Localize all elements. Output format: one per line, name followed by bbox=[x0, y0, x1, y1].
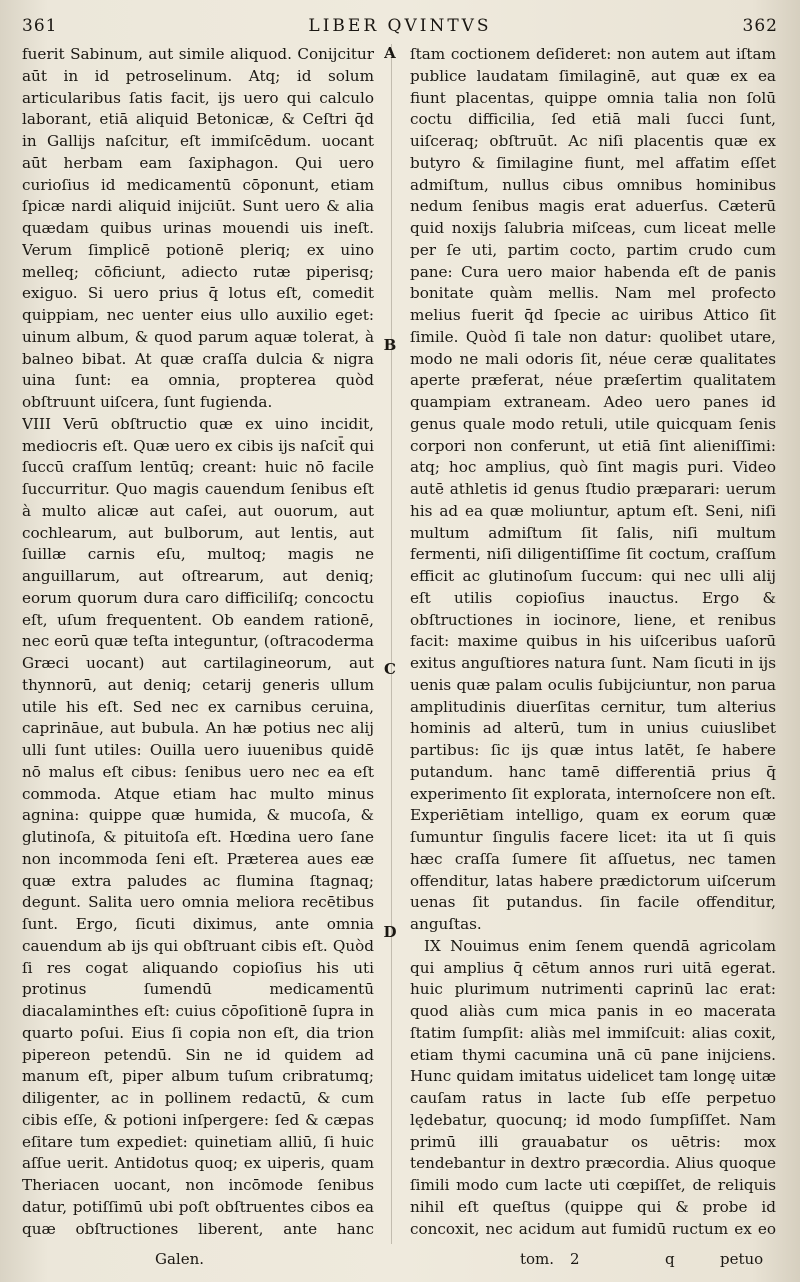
margin-letter-b: B bbox=[383, 336, 397, 354]
margin-letter-c: C bbox=[384, 660, 396, 678]
column-divider bbox=[391, 44, 392, 1244]
signature-number: 2 bbox=[570, 1250, 580, 1268]
catchword-right: petuo bbox=[720, 1250, 764, 1268]
running-title: LIBER QVINTVS bbox=[308, 16, 492, 36]
margin-letter-d: D bbox=[383, 923, 397, 941]
left-column bbox=[22, 44, 374, 1240]
page-number-right: 362 bbox=[742, 16, 778, 36]
signature-letter: q bbox=[665, 1250, 675, 1268]
left-paragraph-1: fuerit Sabinum, aut simile aliquod. Conijcitur aūt in id petroselinum. Atq; id solum articularibus ſatis facit, ijs uero qui calculo laborant, etiā aliquid Betonicæ, & Ceſtri q̄d in Gallijs naſcitur, eſt immiſcēdum. uocant aūt herbam eam ſaxiphagon. Qui uero curioſius id medicamentū cōponunt, etiam ſpicæ nardi aliquid inijciūt. Sunt uero & alia quædam quibus urinas mouendi uis ineſt. Verum ſimplicē potionē pleriq; ex uino melleq; cōficiunt, adiecto rutæ piperisq; exiguo. Si uero prius q̄ lotus eſt, comedit quippiam, nec uenter eius ullo auxilio eget: uinum album, & quod parum aquæ tolerat, à balneo bibat. At quæ craſſa dulcia & nigra uina ſunt: ea omnia, propterea quòd obſtruunt uiſcera, ſunt fugienda. bbox=[22, 45, 374, 411]
margin-letter-a: A bbox=[384, 44, 396, 62]
right-paragraph-1: ſtam coctionem deſideret: non autem aut iſtam publice laudatam ſimilaginē, aut quæ ex ea fiunt placentas, quippe omnia talia non ſolū coctu difficilia, ſed etiā mali ſucci ſunt, uiſceraq; obſtruūt. Ac niſi placentis quæ ex butyro & ſimilagine fiunt, mel affatim eſſet admiſtum, nullus cibus omnibus hominibus nedum ſenibus magis erat aduerſus. Cæterū quid noxijs ſalubria miſceas, cum liceat melle per ſe uti, partim cocto, partim crudo cum pane: Cura uero maior habenda eſt de panis bonitate quàm mellis. Nam mel profecto melius fuerit q̄d ſpecie ac uiribus Attico ſit ſimile. Quòd ſi tale non datur: quolibet utare, modo ne mali odoris ſit, néue ceræ qualitates aperte præferat, néue præſertim qualitatem quampiam extraneam. Adeo uero panes id genus quale modo retuli, utile quicquam ſenis corpori non conferunt, ut etiā ſint alieniſſimi: atq; hoc amplius, quò ſint magis puri. Video autē athletis id genus ſtudio præparari: uerum his ad ea quæ moliuntur, aptum eſt. Seni, niſi multum admiſtum ſit ſalis, niſi multum fermenti, niſi diligentiſſime ſit coctum, craſſum efficit ac glutinoſum ſuccum: qui nec ulli alij eſt utilis copioſius inauctus. Ergo & obſtructiones in iocinore, liene, et renibus facit: maxime quibus in his uiſceribus uaſorū exitus anguſtiores natura ſunt. Nam ſicuti in ijs uenis quæ palam oculis ſubijciuntur, non parua amplitudinis diuerſitas cernitur, tum alterius hominis ad alterū, tum in unius cuiuslibet partibus: ſic ijs quæ intus latēt, ſe habere putandum. hanc tamē differentiā prius q̄ experimento ſit explorata, internoſcere non eſt. Experiētiam intelligo, quam ex eorum quæ ſumuntur ſingulis facere licet: ita ut ſi quis hæc craſſa ſumere ſit aſſuetus, nec tamen offenditur, latas habere prædictorum uiſcerum uenas ſit putandus. ſin facile offenditur, anguſtas. bbox=[410, 45, 776, 933]
page-number-left: 361 bbox=[22, 16, 58, 36]
right-column bbox=[410, 44, 776, 1240]
left-paragraph-2: VIII Verū obſtructio quæ ex uino incidit, mediocris eſt. Quæ uero ex cibis ijs naſcit̄ qui ſuccū craſſum lentūq; creant: huic nō facile ſuccurritur. Quo magis cauendum ſenibus eſt à multo alicæ aut caſei, aut ouorum, aut cochlearum, aut bulborum, aut lentis, aut ſuillæ carnis eſu, multoq; magis ne anguillarum, aut oſtrearum, aut deniq; eorum quorum dura caro difficiliſq; concoctu eſt, uſum frequentent. Ob eandem rationē, nec eorū quæ teſta integuntur, (oſtracoderma Græci uocant) aut cartilagineorum, aut thynnorū, aut deniq; cetarij generis ullum utile his eſt. Sed nec ex carnibus ceruina, caprināue, aut bubula. An hæ potius nec alij ulli ſunt utiles: Ouilla uero iuuenibus quidē nō malus eſt cibus: ſenibus uero nec ea eſt commoda. Atque etiam hac multo minus agnina: quippe quæ humida, & mucoſa, & glutinoſa, & pituitoſa eſt. Hœdina uero ſane non incommoda ſeni eſt. Præterea aues eæ quæ extra paludes ac flumina ſtagnaq; degunt. Salita uero omnia meliora recētibus ſunt. Ergo, ſicuti diximus, ante omnia cauendum ab ijs qui obſtruant cibis eſt. Quòd ſi res cogat aliquando copioſius his uti protinus ſumendū medicamentū diacalaminthes eſt: cuius cōpoſitionē ſupra in quarto poſui. Eius ſi copia non eſt, dia trion pipereon petendū. Sin ne id quidem ad manum eſt, piper album tuſum cribratumq; diligenter, ac in pollinem redactū, & cum cibis eſſe, & potioni inſpergere: ſed & cæpas eſitare tum expediet: quinetiam alliū, ſi huic aſſue uerit. Antidotus quoq; ex uiperis, quam Theriacen uocant, non incōmode ſenibus datur, potiſſimū ubi poſt obſtruentes cibos ea quæ obſtructiones liberent, ante hanc bbox=[22, 414, 374, 1238]
signature-line bbox=[520, 1250, 770, 1272]
right-paragraph-2: IX Nouimus enim ſenem quendā agricolam qui amplius q̄ cētum annos ruri uitā egerat. huic plurimum nutrimenti caprinū lac erat: quod aliàs cum mica panis in eo macerata ſtatim ſumpſit: aliàs mel immiſcuit: alias coxit, etiam thymi cacumina unā cū pane inijciens. Hunc quidam imitatus uidelicet tam longę uitæ cauſam ratus in lacte ſub eſſe perpetuo lędebatur, quocunq; id modo ſumpſiſſet. Nam primū illi grauabatur os uētris: mox tendebantur in dextro præcordia. Alius quoque ſimili modo cum lacte uti cœpiſſet, de reliquis nihil eſt queſtus (quippe qui & probe id concoxit, nec acidum aut fumidū ructum ex eo bbox=[410, 936, 776, 1238]
running-header bbox=[22, 16, 778, 40]
signature-tom: tom. bbox=[520, 1250, 555, 1268]
catchword-left: Galen. bbox=[155, 1250, 205, 1268]
